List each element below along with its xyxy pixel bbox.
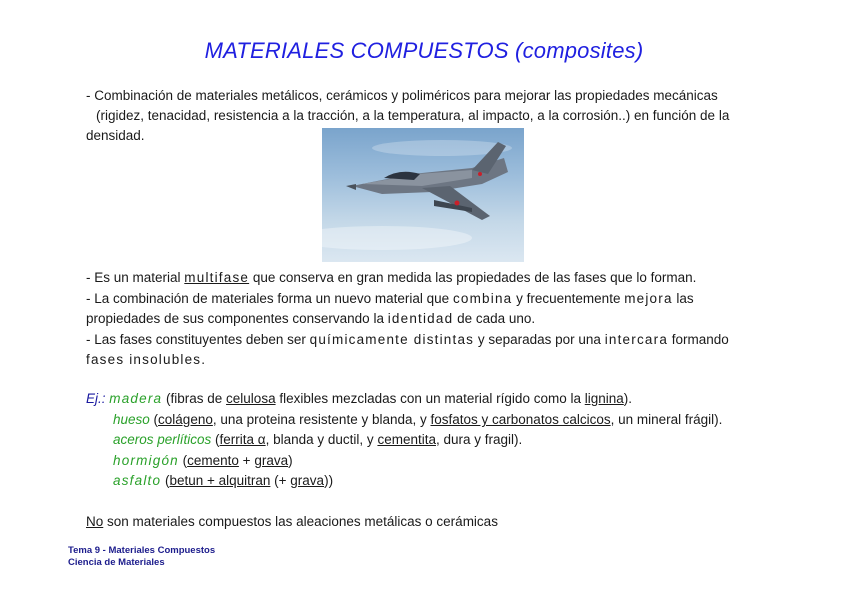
fighter-jet-photo: [322, 128, 524, 262]
bullet-fases-line-1: - Las fases constituyentes deben ser químicamente distintas y separadas por una intercara formando: [86, 332, 729, 347]
closing-note: No son materiales compuestos las aleaciones metálicas o cerámicas: [86, 514, 498, 529]
example-madera: Ej.: madera (fibras de celulosa flexibles mezcladas con un material rígido como la lignina).: [86, 391, 633, 406]
bullet-multifase: - Es un material multifase que conserva en gran medida las propiedades de las fases que lo forman.: [86, 270, 697, 285]
bullet-combinacion-line-2: propiedades de sus componentes conservando la identidad de cada uno.: [86, 311, 536, 326]
page-title: MATERIALES COMPUESTOS (composites): [204, 38, 644, 63]
bullet-fases-line-2: fases insolubles.: [86, 352, 206, 367]
example-hueso: hueso (colágeno, una proteina resistente y blanda, y fosfatos y carbonatos calcicos, un mineral frágil).: [113, 412, 723, 427]
footer-course: Ciencia de Materiales: [68, 557, 165, 568]
example-hormigon: hormigón (cemento + grava): [113, 453, 293, 468]
intro-line-2: (rigidez, tenacidad, resistencia a la tracción, a la temperatura, al impacto, a la corrosión..) en función de la: [96, 108, 730, 123]
intro-line-1: - Combinación de materiales metálicos, cerámicos y poliméricos para mejorar las propiedades mecánicas: [86, 88, 718, 103]
footer-topic: Tema 9 - Materiales Compuestos: [68, 545, 216, 556]
intro-line-3: densidad.: [86, 128, 145, 143]
example-aceros: aceros perlíticos (ferrita α, blanda y ductil, y cementita, dura y fragil).: [113, 432, 523, 447]
example-asfalto: asfalto (betun + alquitran (+ grava)): [113, 473, 334, 488]
bullet-combinacion-line-1: - La combinación de materiales forma un nuevo material que combina y frecuentemente mejora las: [86, 291, 694, 306]
